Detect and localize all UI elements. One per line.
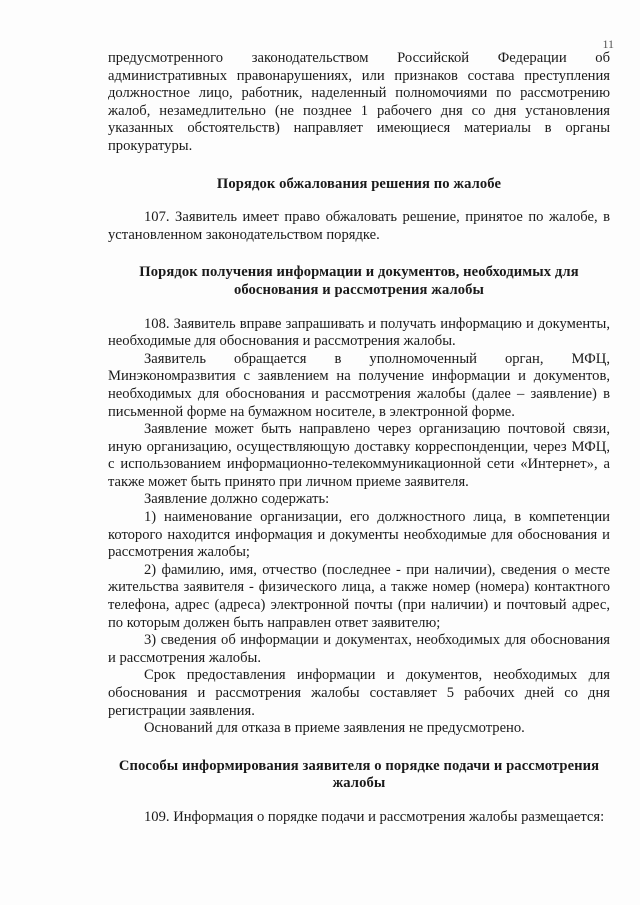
paragraph-application-delivery: Заявление может быть направлено через организацию почтовой связи, иную организацию, осуществляющую доставку корреспонденции, через МФЦ, с использованием информационно-телекоммуникационной сети «Интернет», а также может быть принято при личном приеме заявителя. [108,421,610,490]
paragraph-application-contents: Заявление должно содержать: [144,491,330,508]
page-number: 11 [602,37,614,51]
paragraph-applicant-applies: Заявитель обращается в уполномоченный орган, МФЦ, Минэкономразвития с заявлением на получение информации и документов, необходимых для обоснования и рассмотрения жалобы (далее – заявление) в письменной форме на бумажном носителе, в электронной форме. [108,350,610,420]
document-body [108,50,610,827]
heading-informing-methods: Способы информирования заявителя о порядке подачи и рассмотрения жалобы [118,757,600,792]
heading-obtaining-information: Порядок получения информации и документов, необходимых для обоснования и рассмотрения жалобы [139,264,579,298]
paragraph-109: 109. Информация о порядке подачи и рассмотрения жалобы размещается: [144,808,605,825]
paragraph-108: 108. Заявитель вправе запрашивать и получать информацию и документы, необходимые для обоснования и рассмотрения жалобы. [108,315,610,350]
heading-appeal-procedure: Порядок обжалования решения по жалобе [216,175,502,192]
list-item-2: 2) фамилию, имя, отчество (последнее - при наличии), сведения о месте жительства заявителя - физического лица, а также номер (номера) контактного телефона, адрес (адреса) электронной почты (при наличии) и почтовый адрес, по которым должен быть направлен ответ заявителю; [108,561,610,631]
paragraph-107: 107. Заявитель имеет право обжаловать решение, принятое по жалобе, в установленном законодательством порядке. [108,209,610,243]
list-item-1: 1) наименование организации, его должностного лица, в компетенции которого находится информация и документы необходимые для обоснования и рассмотрения жалобы; [108,509,610,561]
paragraph-no-refusal: Оснований для отказа в приеме заявления не предусмотрено. [144,720,525,737]
paragraph-term: Срок предоставления информации и документов, необходимых для обоснования и рассмотрения жалобы составляет 5 рабочих дней со дня регистрации заявления. [108,667,610,719]
paragraph-continuation: предусмотренного законодательством Российской Федерации об административных правонарушениях, или признаков состава преступления должностное лицо, работник, наделенный полномочиями по рассмотрению жалоб, незамедлительно (не позднее 1 рабочего дня со дня установления указанных обстоятельств) направляет имеющиеся материалы в органы прокуратуры. [108,50,610,154]
list-item-3: 3) сведения об информации и документах, необходимых для обоснования и рассмотрения жалобы. [108,632,610,666]
